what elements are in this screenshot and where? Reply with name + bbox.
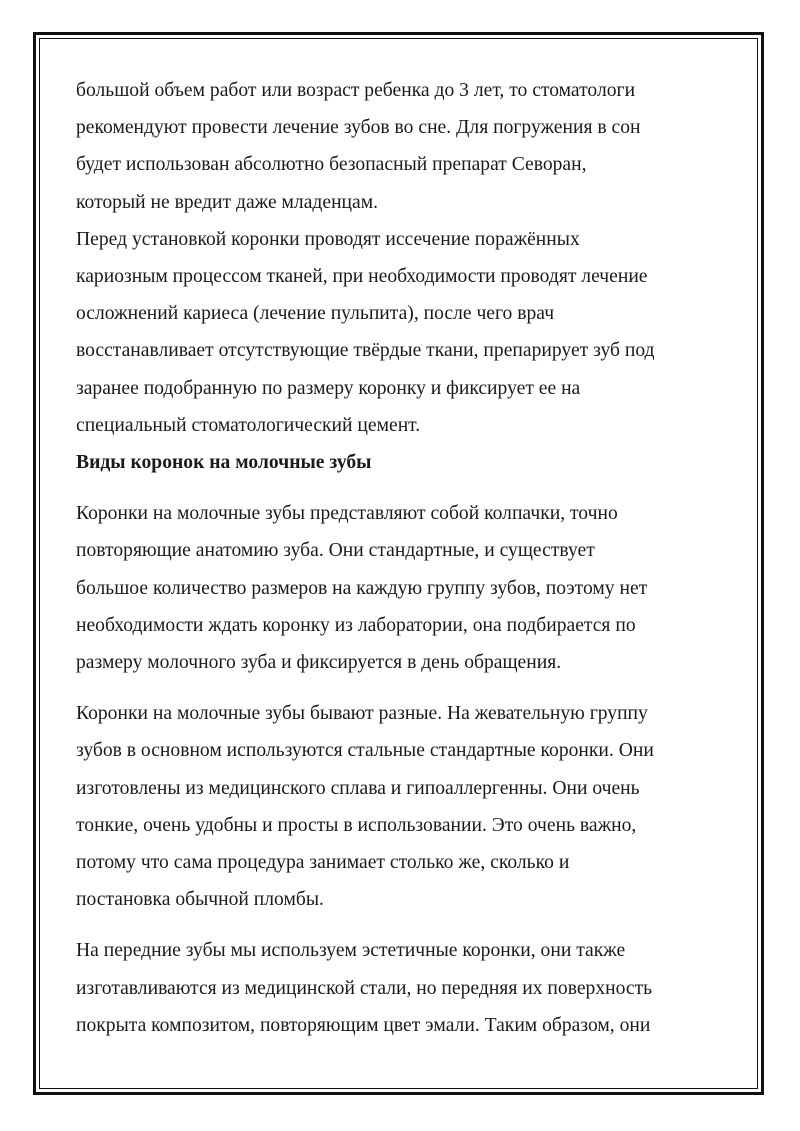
paragraph-anesthesia — [76, 72, 726, 221]
text-line: специальный стоматологический цемент. — [76, 414, 421, 436]
paragraph-crown-description — [76, 495, 726, 681]
section-heading — [76, 444, 726, 481]
text-line: который не вредит даже младенцам. — [76, 191, 379, 213]
text-line: изготавливаются из медицинской стали, но передняя их поверхность — [76, 977, 653, 999]
text-line: заранее подобранную по размеру коронку и фиксирует ее на — [76, 377, 581, 399]
text-line: кариозным процессом тканей, при необходимости проводят лечение — [76, 266, 648, 288]
paragraph-crown-installation — [76, 221, 726, 444]
text-line: большое количество размеров на каждую группу зубов, поэтому нет — [76, 577, 648, 599]
text-line: На передние зубы мы используем эстетичные коронки, они также — [76, 940, 626, 962]
text-line: Перед установкой коронки проводят иссечение поражённых — [76, 228, 580, 250]
text-line: покрыта композитом, повторяющим цвет эмали. Таким образом, они — [76, 1014, 651, 1036]
text-line: Коронки на молочные зубы представляют собой колпачки, точно — [76, 503, 618, 525]
text-line: большой объем работ или возраст ребенка до 3 лет, то стоматологи — [76, 80, 636, 101]
text-line: размеру молочного зуба и фиксируется в день обращения. — [76, 652, 562, 674]
paragraph-aesthetic-crowns — [76, 932, 726, 1044]
text-line: рекомендуют провести лечение зубов во сне. Для погружения в сон — [76, 117, 641, 139]
document-body — [76, 72, 726, 1044]
text-line: изготовлены из медицинского сплава и гипоаллергенны. Они очень — [76, 777, 640, 799]
text-line: восстанавливает отсутствующие твёрдые ткани, препарирует зуб под — [76, 340, 655, 362]
text-line: будет использован абсолютно безопасный препарат Севоран, — [76, 154, 587, 176]
heading-text: Виды коронок на молочные зубы — [76, 452, 372, 474]
text-line: тонкие, очень удобны и просты в использовании. Это очень важно, — [76, 814, 637, 836]
text-line: зубов в основном используются стальные стандартные коронки. Они — [76, 740, 654, 762]
paragraph-steel-crowns — [76, 695, 726, 918]
text-line: необходимости ждать коронку из лаборатории, она подбирается по — [76, 614, 636, 636]
text-line: осложнений кариеса (лечение пульпита), после чего врач — [76, 303, 555, 325]
text-line: повторяющие анатомию зуба. Они стандартные, и существует — [76, 540, 595, 562]
text-line: Коронки на молочные зубы бывают разные. На жевательную группу — [76, 703, 648, 725]
text-line: постановка обычной пломбы. — [76, 889, 324, 911]
text-line: потому что сама процедура занимает столько же, сколько и — [76, 852, 570, 874]
